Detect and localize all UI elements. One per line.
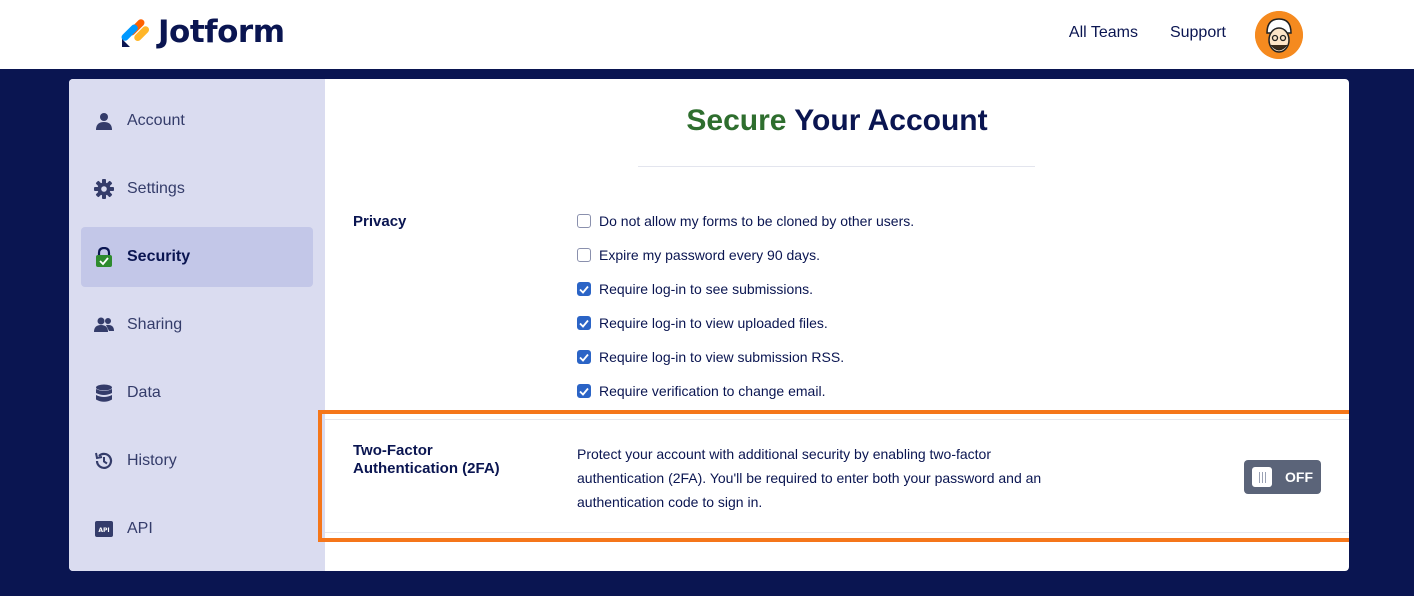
title-rest: Your Account xyxy=(786,104,988,137)
sidebar-item-settings[interactable] xyxy=(81,159,313,219)
top-nav xyxy=(1069,24,1226,42)
sidebar-item-label: Security xyxy=(127,248,191,265)
privacy-option[interactable] xyxy=(577,281,813,297)
sidebar-item-account[interactable] xyxy=(81,91,313,151)
sidebar-item-security[interactable] xyxy=(81,227,313,287)
privacy-option-label: Require log-in to see submissions. xyxy=(599,281,813,297)
checkbox[interactable] xyxy=(577,248,591,262)
two-factor-description: Protect your account with additional security by enabling two-factor authentication (2FA). You'll be required to enter both your password and an authentication code to sign in. xyxy=(577,446,1042,510)
checkbox-checked[interactable] xyxy=(577,384,591,398)
checkbox-checked[interactable] xyxy=(577,282,591,296)
sidebar-item-label: Account xyxy=(127,112,185,129)
privacy-option-label: Do not allow my forms to be cloned by other users. xyxy=(599,213,915,229)
toggle-state: OFF xyxy=(1285,469,1313,485)
sidebar-item-history[interactable] xyxy=(81,431,313,491)
sidebar-item-label: Settings xyxy=(127,180,185,197)
api-icon xyxy=(93,518,115,540)
svg-text:API: API xyxy=(98,527,110,534)
privacy-option[interactable] xyxy=(577,213,914,229)
brand-name: Jotform xyxy=(158,14,285,50)
nav-support[interactable]: Support xyxy=(1169,24,1226,41)
lock-icon xyxy=(93,246,115,268)
check-icon xyxy=(579,387,589,396)
privacy-option[interactable] xyxy=(577,383,825,399)
checkbox-checked[interactable] xyxy=(577,350,591,364)
settings-card xyxy=(69,79,1349,571)
privacy-option[interactable] xyxy=(577,349,844,365)
sidebar-item-label: History xyxy=(127,452,177,469)
user-avatar[interactable] xyxy=(1255,11,1303,59)
sidebar-item-label: Sharing xyxy=(127,316,183,333)
people-icon xyxy=(93,314,115,336)
jotform-logo[interactable] xyxy=(120,14,285,50)
gear-icon xyxy=(93,178,115,200)
privacy-option-label: Require log-in to view submission RSS. xyxy=(599,349,845,365)
sidebar-item-api[interactable] xyxy=(81,499,313,559)
sidebar-item-label: Data xyxy=(127,384,161,401)
sidebar-item-label: API xyxy=(127,520,153,537)
privacy-option[interactable] xyxy=(577,315,828,331)
two-factor-label-line1: Two-Factor xyxy=(353,442,433,459)
nav-all-teams[interactable]: All Teams xyxy=(1068,24,1138,41)
top-bar xyxy=(0,0,1414,69)
sidebar xyxy=(69,79,325,571)
checkbox[interactable] xyxy=(577,214,591,228)
person-icon xyxy=(93,110,115,132)
checkbox-checked[interactable] xyxy=(577,316,591,330)
check-icon xyxy=(579,353,589,362)
two-factor-label-line2: Authentication (2FA) xyxy=(353,460,500,477)
sidebar-item-data[interactable] xyxy=(81,363,313,423)
database-icon xyxy=(93,382,115,404)
check-icon xyxy=(579,319,589,328)
privacy-option-label: Expire my password every 90 days. xyxy=(599,247,820,263)
history-icon xyxy=(93,450,115,472)
highlight-frame xyxy=(318,410,1349,542)
privacy-option-label: Require verification to change email. xyxy=(599,383,826,399)
privacy-label: Privacy xyxy=(353,213,407,230)
privacy-option[interactable] xyxy=(577,247,820,263)
privacy-option-label: Require log-in to view uploaded files. xyxy=(599,315,828,331)
avatar-face-icon xyxy=(1255,11,1303,59)
sidebar-item-sharing[interactable] xyxy=(81,295,313,355)
check-icon xyxy=(579,285,589,294)
title-highlight: Secure xyxy=(686,104,787,137)
title-divider xyxy=(638,166,1035,167)
jotform-logo-icon xyxy=(120,15,150,49)
page-title xyxy=(325,104,1349,138)
